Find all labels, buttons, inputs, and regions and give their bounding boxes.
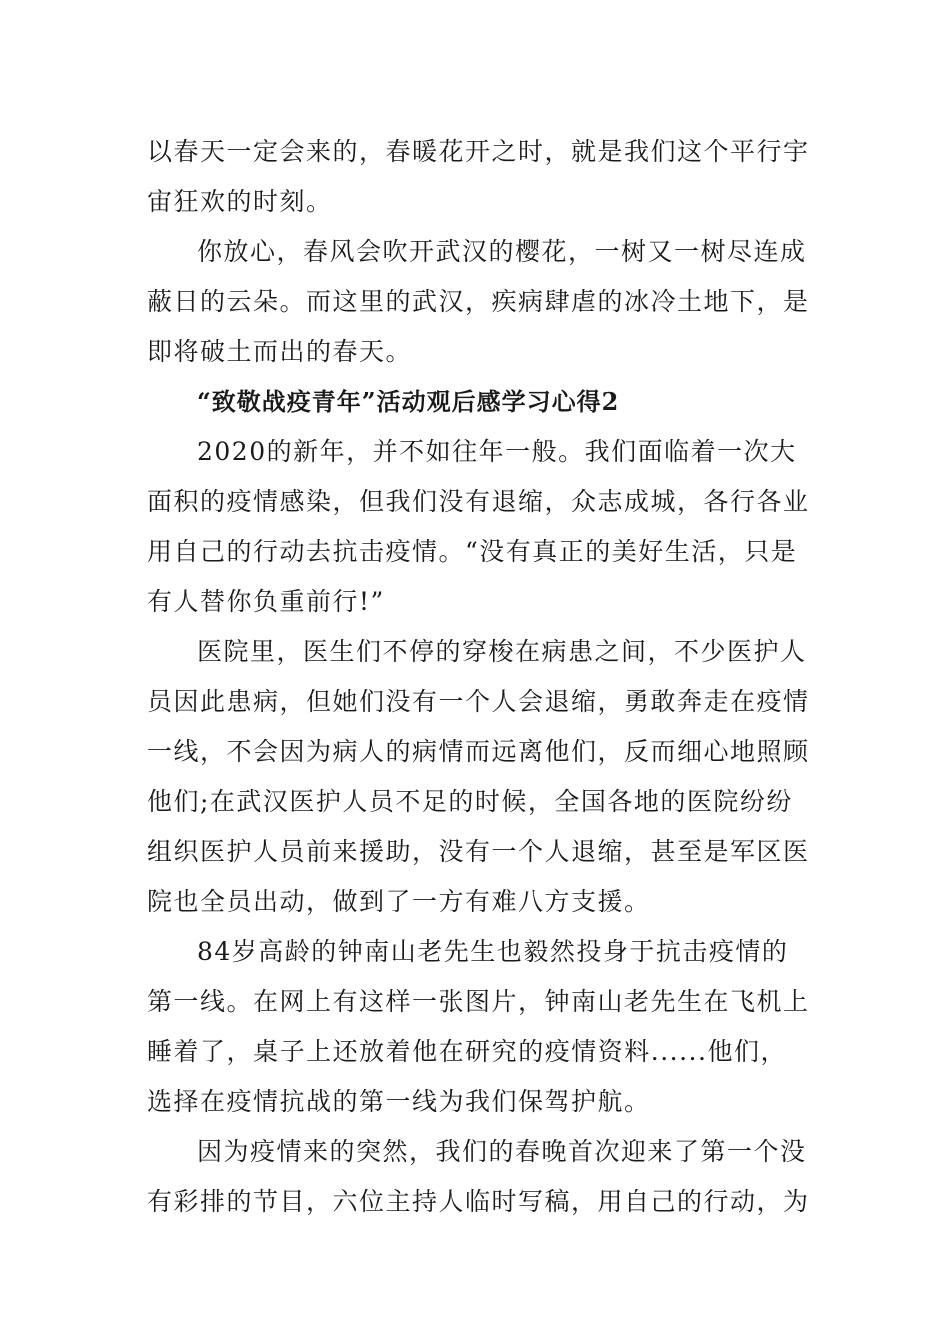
text-line: 医院里，医生们不停的穿梭在病患之间，不少医护人 xyxy=(197,637,807,666)
text-line: 因为疫情来的突然，我们的春晚首次迎来了第一个没 xyxy=(197,1137,807,1166)
text-line: 面积的疫情感染，但我们没有退缩，众志成城，各行各业 xyxy=(147,487,810,516)
text-line: 院也全员出动，做到了一方有难八方支援。 xyxy=(147,887,651,916)
text-line: 有人替你负重前行!” xyxy=(147,587,385,616)
text-line: 睡着了，桌子上还放着他在研究的疫情资料......他们， xyxy=(147,1037,787,1066)
text-line: 即将破土而出的春天。 xyxy=(147,337,413,366)
text-line: 宙狂欢的时刻。 xyxy=(147,187,333,216)
text-line: 他们;在武汉医护人员不足的时候，全国各地的医院纷纷 xyxy=(147,787,793,816)
text-line: 以春天一定会来的，春暖花开之时，就是我们这个平行宇 xyxy=(147,137,810,166)
text-line: 2020的新年，并不如往年一般。我们面临着一次大 xyxy=(197,437,797,466)
text-line: 你放心，春风会吹开武汉的樱花，一树又一树尽连成 xyxy=(197,237,807,266)
text-line: 组织医护人员前来援助，没有一个人退缩，甚至是军区医 xyxy=(147,837,810,866)
text-line: 蔽日的云朵。而这里的武汉，疾病肆虐的冰冷土地下，是 xyxy=(147,287,810,316)
text-line: 用自己的行动去抗击疫情。“没有真正的美好生活，只是 xyxy=(147,537,798,566)
section-title: “致敬战疫青年”活动观后感学习心得2 xyxy=(197,387,620,416)
text-line: 选择在疫情抗战的第一线为我们保驾护航。 xyxy=(147,1087,651,1116)
text-line: 第一线。在网上有这样一张图片，钟南山老先生在飞机上 xyxy=(147,987,810,1016)
text-line: 有彩排的节目，六位主持人临时写稿，用自己的行动，为 xyxy=(147,1187,810,1216)
text-line: 一线，不会因为病人的病情而远离他们，反而细心地照顾 xyxy=(147,737,810,766)
text-line: 员因此患病，但她们没有一个人会退缩，勇敢奔走在疫情 xyxy=(147,687,810,716)
text-line: 84岁高龄的钟南山老先生也毅然投身于抗击疫情的 xyxy=(197,937,789,966)
